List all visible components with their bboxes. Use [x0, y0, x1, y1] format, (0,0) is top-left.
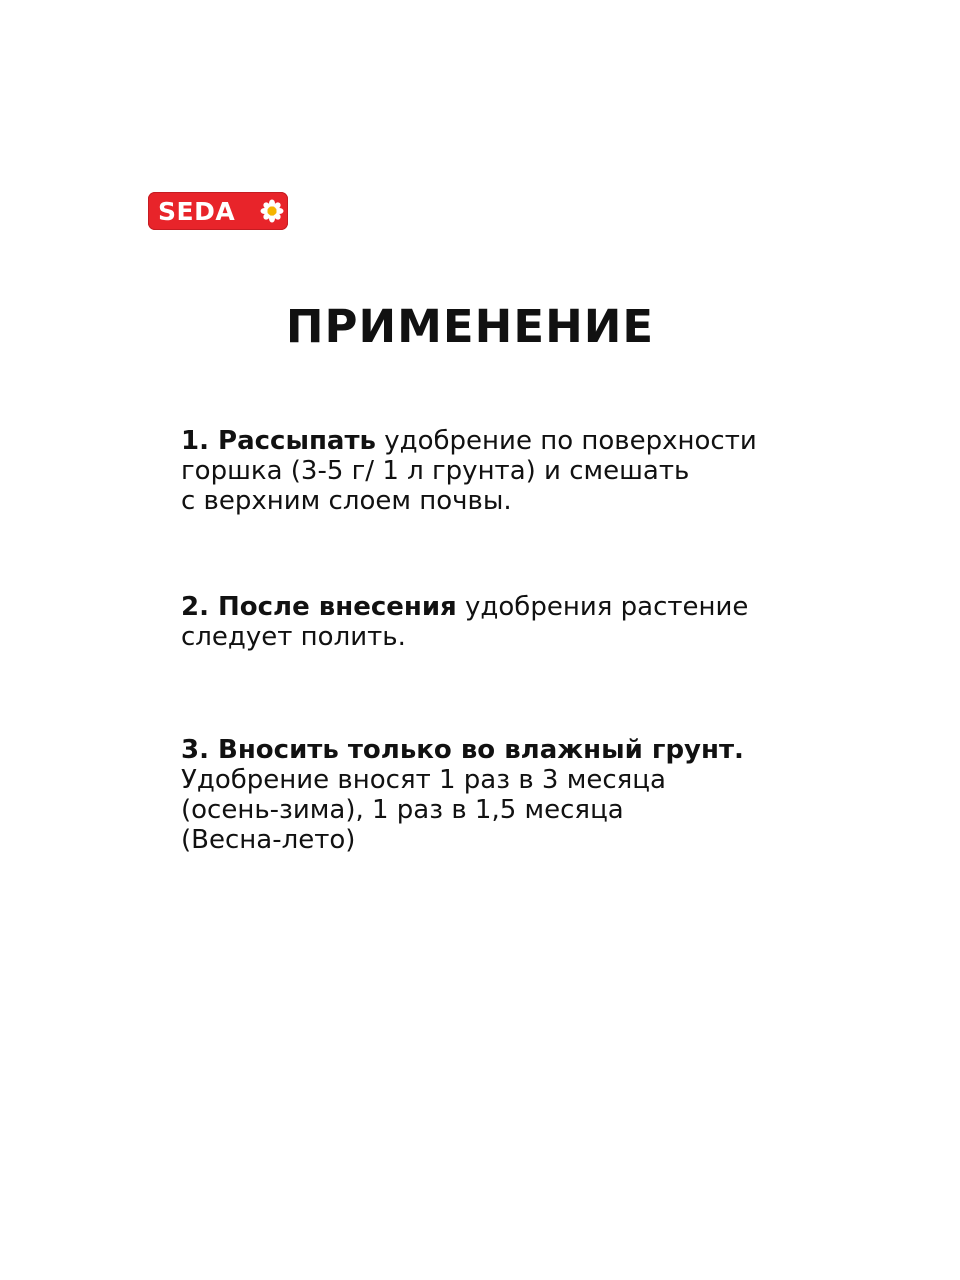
step-2-bold: 2. После внесения: [181, 592, 457, 622]
flower-icon: [260, 199, 284, 223]
step-1-text-2: горшка (3-5 г/ 1 л грунта) и смешать: [181, 456, 690, 486]
step-2-line-1: [181, 592, 881, 622]
step-1-line-1: [181, 426, 881, 456]
step-3-text-2: (осень-зима), 1 раз в 1,5 месяца: [181, 795, 624, 825]
page-title: ПРИМЕНЕНИЕ: [285, 300, 655, 353]
step-3-bold: 3. Вносить только во влажный грунт.: [181, 735, 744, 765]
step-2-text-1: удобрения растение: [465, 592, 749, 622]
step-3-text-1: Удобрение вносят 1 раз в 3 месяца: [181, 765, 666, 795]
step-2-text-2: следует полить.: [181, 622, 406, 652]
seda-logo: [148, 192, 288, 230]
step-2: [181, 592, 881, 652]
step-1-bold: 1. Рассыпать: [181, 426, 376, 456]
step-3-line-1: [181, 735, 881, 765]
step-1-text-1: удобрение по поверхности: [384, 426, 757, 456]
step-3: [181, 735, 881, 855]
step-1-text-3: с верхним слоем почвы.: [181, 486, 512, 516]
step-3-text-3: (Весна-лето): [181, 825, 356, 855]
logo-text: SEDA: [158, 196, 236, 226]
step-1: [181, 426, 881, 516]
